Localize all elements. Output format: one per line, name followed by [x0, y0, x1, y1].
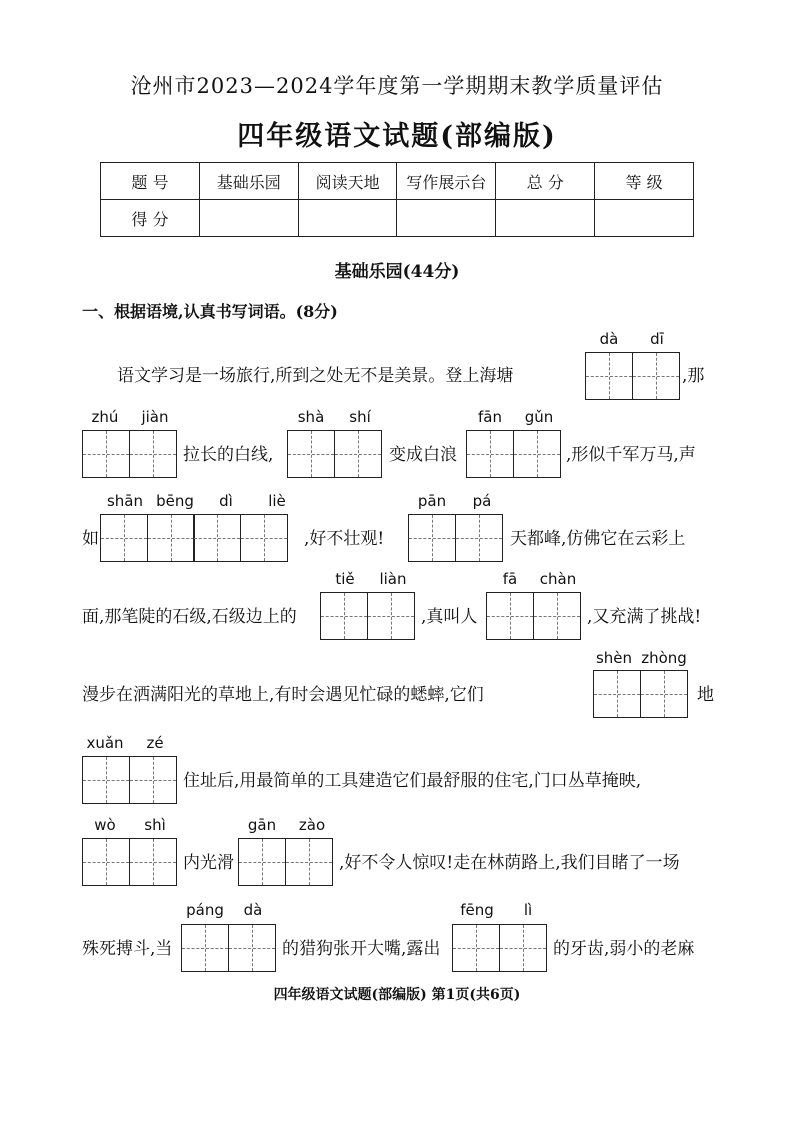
writing-grid-tielian[interactable]: [320, 592, 415, 640]
question-1-title: 一、根据语境,认真书写词语。(8分): [82, 302, 338, 321]
pinyin-label: fēng: [460, 901, 494, 919]
passage-text: ,真叫人: [421, 607, 478, 627]
writing-grid-fengli[interactable]: [452, 924, 547, 972]
writing-grid-woshi[interactable]: [82, 838, 177, 886]
passage-text: 面,那笔陡的石级,石级边上的: [82, 607, 297, 627]
exam-region-title: 沧州市2023—2024学年度第一学期期末教学质量评估: [130, 74, 664, 98]
score-table-header: 基础乐园: [199, 163, 298, 200]
passage-text: 住址后,用最简单的工具建造它们最舒服的住宅,门口丛草掩映,: [183, 771, 642, 791]
pinyin-label: páng: [186, 901, 224, 919]
score-cell[interactable]: [397, 200, 496, 237]
passage-text: 的猎狗张开大嘴,露出: [282, 939, 441, 959]
score-table-score-row: [101, 200, 694, 237]
pinyin-label: dī: [650, 330, 664, 348]
passage-text: 漫步在洒满阳光的草地上,有时会遇见忙碌的蟋蟀,它们: [82, 685, 484, 705]
writing-grid-zhujian[interactable]: [82, 430, 177, 478]
pinyin-label: shān: [106, 492, 144, 510]
pinyin-label: wò: [94, 816, 116, 834]
writing-grid-shanbengdilie[interactable]: [100, 514, 288, 562]
pinyin-label: chàn: [539, 570, 577, 588]
pinyin-label: xuǎn: [86, 734, 124, 752]
pinyin-label: pá: [472, 492, 492, 510]
pinyin-label: gān: [247, 816, 277, 834]
pinyin-label: zhú: [91, 408, 119, 426]
score-cell[interactable]: [199, 200, 298, 237]
score-row-label: 得 分: [101, 200, 200, 237]
page-footer: 四年级语文试题(部编版) 第1页(共6页): [273, 987, 521, 1003]
score-table-header: 总 分: [496, 163, 595, 200]
writing-grid-shenzhong[interactable]: [593, 670, 688, 718]
passage-text: 的牙齿,弱小的老麻: [553, 939, 695, 959]
score-cell[interactable]: [595, 200, 694, 237]
writing-grid-dadi[interactable]: [585, 352, 680, 400]
passage-text: 如: [82, 529, 99, 549]
pinyin-label: zào: [298, 816, 326, 834]
writing-grid-shashi[interactable]: [287, 430, 382, 478]
writing-grid-pangda[interactable]: [181, 924, 276, 972]
pinyin-label: fān: [478, 408, 502, 426]
score-cell[interactable]: [496, 200, 595, 237]
pinyin-label: shí: [349, 408, 371, 426]
pinyin-label: zé: [146, 734, 164, 752]
pinyin-label: jiàn: [141, 408, 169, 426]
pinyin-label: shèn: [595, 649, 633, 667]
pinyin-label: tiě: [335, 570, 355, 588]
passage-text: ,形似千军万马,声: [566, 445, 696, 465]
passage-text: 变成白浪: [389, 445, 457, 465]
pinyin-label: shì: [144, 816, 166, 834]
writing-grid-xuanze[interactable]: [82, 756, 177, 804]
passage-text: ,那: [682, 366, 705, 386]
score-table-header: 题 号: [101, 163, 200, 200]
score-table-header: 阅读天地: [298, 163, 397, 200]
pinyin-label: pān: [417, 492, 447, 510]
passage-text: ,又充满了挑战!: [587, 607, 702, 627]
passage-text: ,好不令人惊叹!走在林荫路上,我们目睹了一场: [339, 853, 680, 873]
writing-grid-fachan[interactable]: [486, 592, 581, 640]
passage-text: ,好不壮观!: [304, 529, 385, 549]
pinyin-label: shà: [297, 408, 325, 426]
pinyin-label: liàn: [379, 570, 407, 588]
pinyin-label: dì: [219, 492, 233, 510]
score-table: [100, 162, 694, 237]
writing-grid-fangun[interactable]: [466, 430, 561, 478]
score-table-header: 等 级: [595, 163, 694, 200]
exam-subject-title: 四年级语文试题(部编版): [237, 121, 557, 152]
pinyin-label: liè: [268, 492, 286, 510]
passage-text: 语文学习是一场旅行,所到之处无不是美景。登上海塘: [117, 366, 514, 386]
passage-text: 殊死搏斗,当: [82, 939, 173, 959]
pinyin-label: fā: [502, 570, 518, 588]
pinyin-label: lì: [523, 901, 533, 919]
pinyin-label: gǔn: [524, 408, 554, 426]
section-heading: 基础乐园(44分): [334, 262, 460, 282]
passage-text: 拉长的白线,: [183, 445, 274, 465]
score-cell[interactable]: [298, 200, 397, 237]
pinyin-label: bēng: [156, 492, 194, 510]
passage-text: 内光滑: [183, 853, 234, 873]
pinyin-label: zhòng: [641, 649, 687, 667]
writing-grid-panpa[interactable]: [408, 514, 503, 562]
pinyin-label: dà: [243, 901, 263, 919]
passage-text: 地: [697, 685, 714, 705]
passage-text: 天都峰,仿佛它在云彩上: [510, 529, 686, 549]
score-table-header-row: [101, 163, 694, 200]
score-table-header: 写作展示台: [397, 163, 496, 200]
writing-grid-ganzao[interactable]: [238, 838, 333, 886]
pinyin-label: dà: [599, 330, 619, 348]
